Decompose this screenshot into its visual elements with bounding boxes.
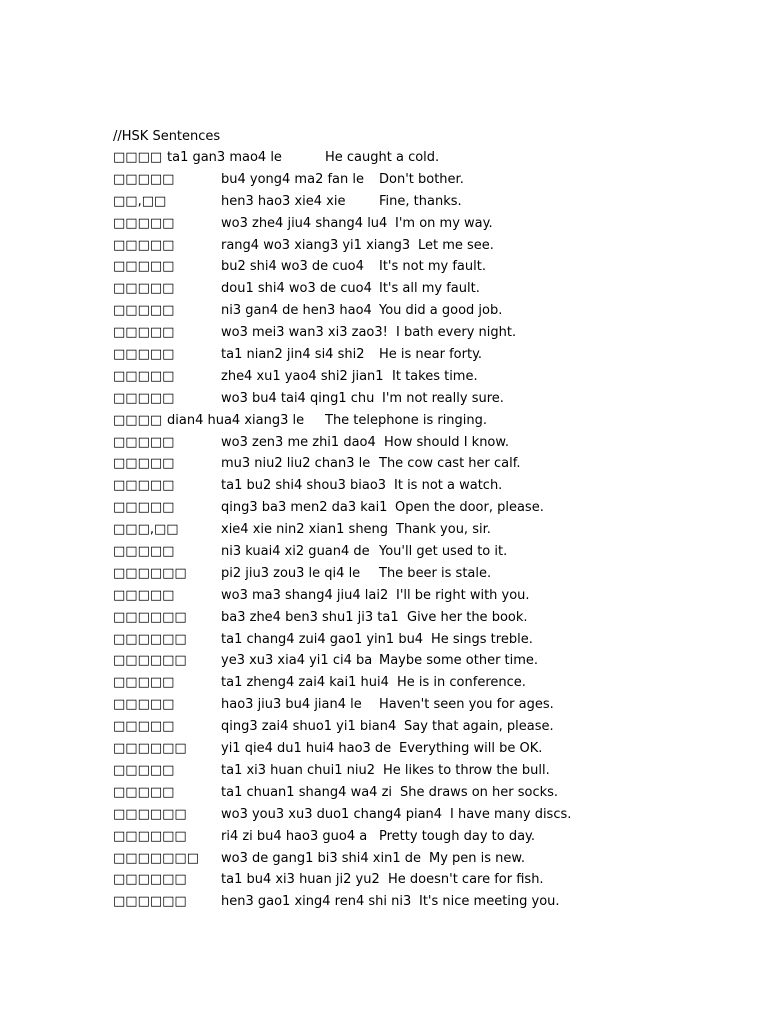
english-text: Maybe some other time. <box>379 653 539 669</box>
sentence-row <box>113 565 753 587</box>
sentence-row <box>113 609 753 631</box>
english-text: Say that again, please. <box>404 719 554 735</box>
pinyin-text: bu4 yong4 ma2 fan le <box>221 171 364 187</box>
english-text: It's not my fault. <box>379 259 486 275</box>
pinyin-text: ta1 bu4 xi3 huan ji2 yu2 <box>221 872 380 888</box>
pinyin-text: hao3 jiu3 bu4 jian4 le <box>221 697 362 713</box>
pinyin-text: ta1 gan3 mao4 le <box>167 150 282 165</box>
pinyin-text: wo3 bu4 tai4 qing1 chu <box>221 390 375 406</box>
hanzi-text: □□□□□ <box>113 697 175 713</box>
english-text: I have many discs. <box>450 806 572 822</box>
sentence-row <box>113 215 753 237</box>
english-text: Pretty tough day to day. <box>379 828 536 844</box>
hanzi-text: □□□□□ <box>113 500 175 516</box>
english-text: Don't bother. <box>379 171 464 187</box>
english-text: I bath every night. <box>396 325 517 341</box>
pinyin-text: ta1 xi3 huan chui1 niu2 <box>221 762 375 778</box>
hanzi-text: □□□□□ <box>113 675 175 691</box>
pinyin-text: hen3 hao3 xie4 xie <box>221 193 346 209</box>
sentence-row <box>113 434 753 456</box>
pinyin-text: wo3 ma3 shang4 jiu4 lai2 <box>221 587 389 603</box>
sentence-row <box>113 543 753 565</box>
sentence-row <box>113 237 753 259</box>
hanzi-text: □□□□□□ <box>113 894 187 910</box>
english-text: It takes time. <box>392 368 478 384</box>
english-text: You'll get used to it. <box>379 544 508 560</box>
sentence-row <box>113 412 753 434</box>
hanzi-text: □□□□□□ <box>113 609 187 625</box>
english-text: She draws on her socks. <box>400 784 559 800</box>
hanzi-text: □□□□□ <box>113 456 175 472</box>
sentence-row <box>113 302 753 324</box>
english-text: The telephone is ringing. <box>325 412 488 428</box>
pinyin-text: ni3 kuai4 xi2 guan4 de <box>221 544 370 560</box>
sentence-row <box>113 784 753 806</box>
english-text: The cow cast her calf. <box>379 456 521 472</box>
english-text: He doesn't care for fish. <box>388 872 544 888</box>
sentence-row <box>113 871 753 893</box>
pinyin-text: hen3 gao1 xing4 ren4 shi ni3 <box>221 894 412 910</box>
sentence-row <box>113 346 753 368</box>
sentence-row <box>113 806 753 828</box>
sentence-row <box>113 631 753 653</box>
hanzi-text: □□□□□□ <box>113 565 187 581</box>
hanzi-text: □□□□□ <box>113 171 175 187</box>
pinyin-text: ta1 chuan1 shang4 wa4 zi <box>221 784 393 800</box>
sentence-row <box>113 171 753 193</box>
hanzi-text: □□□□□ <box>113 762 175 778</box>
sentence-row <box>113 674 753 696</box>
pinyin-text: wo3 de gang1 bi3 shi4 xin1 de <box>221 850 421 866</box>
hanzi-text: □□□□□□□ <box>113 850 199 866</box>
sentence-row <box>113 652 753 674</box>
pinyin-text: ba3 zhe4 ben3 shu1 ji3 ta1 <box>221 609 399 625</box>
document-title: //HSK Sentences <box>113 129 221 144</box>
pinyin-text: pi2 jiu3 zou3 le qi4 le <box>221 565 361 581</box>
english-text: The beer is stale. <box>379 565 492 581</box>
pinyin-text: ri4 zi bu4 hao3 guo4 a <box>221 828 368 844</box>
hanzi-text: □□□□□ <box>113 281 175 297</box>
hanzi-text: □□□□□□ <box>113 741 187 757</box>
hanzi-text: □□□□□ <box>113 434 175 450</box>
pinyin-text: ta1 chang4 zui4 gao1 yin1 bu4 <box>221 631 424 647</box>
hanzi-text: □□□□□ <box>113 303 175 319</box>
hanzi-text: □□□□□ <box>113 544 175 560</box>
english-text: He likes to throw the bull. <box>383 762 550 778</box>
sentence-row <box>113 149 753 171</box>
pinyin-text: ni3 gan4 de hen3 hao4 <box>221 303 372 319</box>
hanzi-text: □□□□□□ <box>113 806 187 822</box>
sentence-row <box>113 587 753 609</box>
hanzi-text: □□□□□□ <box>113 872 187 888</box>
sentence-row <box>113 193 753 215</box>
hanzi-text: □□□□□□ <box>113 653 187 669</box>
sentence-row <box>113 368 753 390</box>
english-text: Let me see. <box>418 237 494 253</box>
pinyin-text: bu2 shi4 wo3 de cuo4 <box>221 259 364 275</box>
hanzi-text: □□□□ <box>113 150 163 165</box>
hanzi-text: □□,□□ <box>113 193 167 209</box>
hanzi-text: □□□□ <box>113 412 163 428</box>
hanzi-text: □□□□□ <box>113 719 175 735</box>
hanzi-text: □□□□□ <box>113 215 175 231</box>
pinyin-text: xie4 xie nin2 xian1 sheng <box>221 522 389 538</box>
english-text: Everything will be OK. <box>399 741 543 757</box>
pinyin-text: ta1 nian2 jin4 si4 shi2 <box>221 347 365 363</box>
english-text: It's nice meeting you. <box>419 894 560 910</box>
hanzi-text: □□□□□ <box>113 237 175 253</box>
sentence-row <box>113 718 753 740</box>
hanzi-text: □□□□□□ <box>113 828 187 844</box>
english-text: It is not a watch. <box>394 478 503 494</box>
english-text: Give her the book. <box>407 609 528 625</box>
hanzi-text: □□□□□ <box>113 784 175 800</box>
english-text: Fine, thanks. <box>379 193 462 209</box>
sentence-row <box>113 455 753 477</box>
sentence-row <box>113 850 753 872</box>
pinyin-text: ta1 bu2 shi4 shou3 biao3 <box>221 478 387 494</box>
sentence-row <box>113 280 753 302</box>
english-text: My pen is new. <box>429 850 525 866</box>
english-text: Haven't seen you for ages. <box>379 697 554 713</box>
hanzi-text: □□□,□□ <box>113 522 179 538</box>
sentence-list <box>113 149 753 915</box>
pinyin-text: wo3 you3 xu3 duo1 chang4 pian4 <box>221 806 443 822</box>
english-text: I'm not really sure. <box>382 390 504 406</box>
english-text: How should I know. <box>384 434 509 450</box>
pinyin-text: dou1 shi4 wo3 de cuo4 <box>221 281 372 297</box>
hanzi-text: □□□□□ <box>113 390 175 406</box>
pinyin-text: yi1 qie4 du1 hui4 hao3 de <box>221 741 392 757</box>
sentence-row <box>113 477 753 499</box>
pinyin-text: wo3 zhe4 jiu4 shang4 lu4 <box>221 215 388 231</box>
pinyin-text: wo3 mei3 wan3 xi3 zao3! <box>221 325 388 341</box>
english-text: I'll be right with you. <box>396 587 530 603</box>
sentence-row <box>113 499 753 521</box>
pinyin-text: qing3 ba3 men2 da3 kai1 <box>221 500 388 516</box>
hanzi-text: □□□□□ <box>113 368 175 384</box>
hanzi-text: □□□□□ <box>113 587 175 603</box>
pinyin-text: wo3 zen3 me zhi1 dao4 <box>221 434 376 450</box>
pinyin-text: zhe4 xu1 yao4 shi2 jian1 <box>221 368 384 384</box>
pinyin-text: rang4 wo3 xiang3 yi1 xiang3 <box>221 237 411 253</box>
english-text: You did a good job. <box>379 303 503 319</box>
pinyin-text: ta1 zheng4 zai4 kai1 hui4 <box>221 675 389 691</box>
sentence-row <box>113 762 753 784</box>
english-text: I'm on my way. <box>395 215 493 231</box>
sentence-row <box>113 828 753 850</box>
english-text: He is in conference. <box>397 675 526 691</box>
english-text: Thank you, sir. <box>396 522 491 538</box>
pinyin-text: dian4 hua4 xiang3 le <box>167 412 305 428</box>
english-text: It's all my fault. <box>379 281 480 297</box>
hanzi-text: □□□□□ <box>113 325 175 341</box>
pinyin-text: qing3 zai4 shuo1 yi1 bian4 <box>221 719 397 735</box>
sentence-row <box>113 390 753 412</box>
sentence-row <box>113 521 753 543</box>
hanzi-text: □□□□□ <box>113 259 175 275</box>
english-text: He caught a cold. <box>325 150 440 165</box>
sentence-row <box>113 893 753 915</box>
hanzi-text: □□□□□□ <box>113 631 187 647</box>
hanzi-text: □□□□□ <box>113 347 175 363</box>
pinyin-text: mu3 niu2 liu2 chan3 le <box>221 456 371 472</box>
english-text: He sings treble. <box>431 631 533 647</box>
sentence-row <box>113 324 753 346</box>
english-text: Open the door, please. <box>395 500 544 516</box>
english-text: He is near forty. <box>379 347 483 363</box>
pinyin-text: ye3 xu3 xia4 yi1 ci4 ba <box>221 653 373 669</box>
hanzi-text: □□□□□ <box>113 478 175 494</box>
sentence-row <box>113 740 753 762</box>
sentence-row <box>113 258 753 280</box>
sentence-row <box>113 696 753 718</box>
